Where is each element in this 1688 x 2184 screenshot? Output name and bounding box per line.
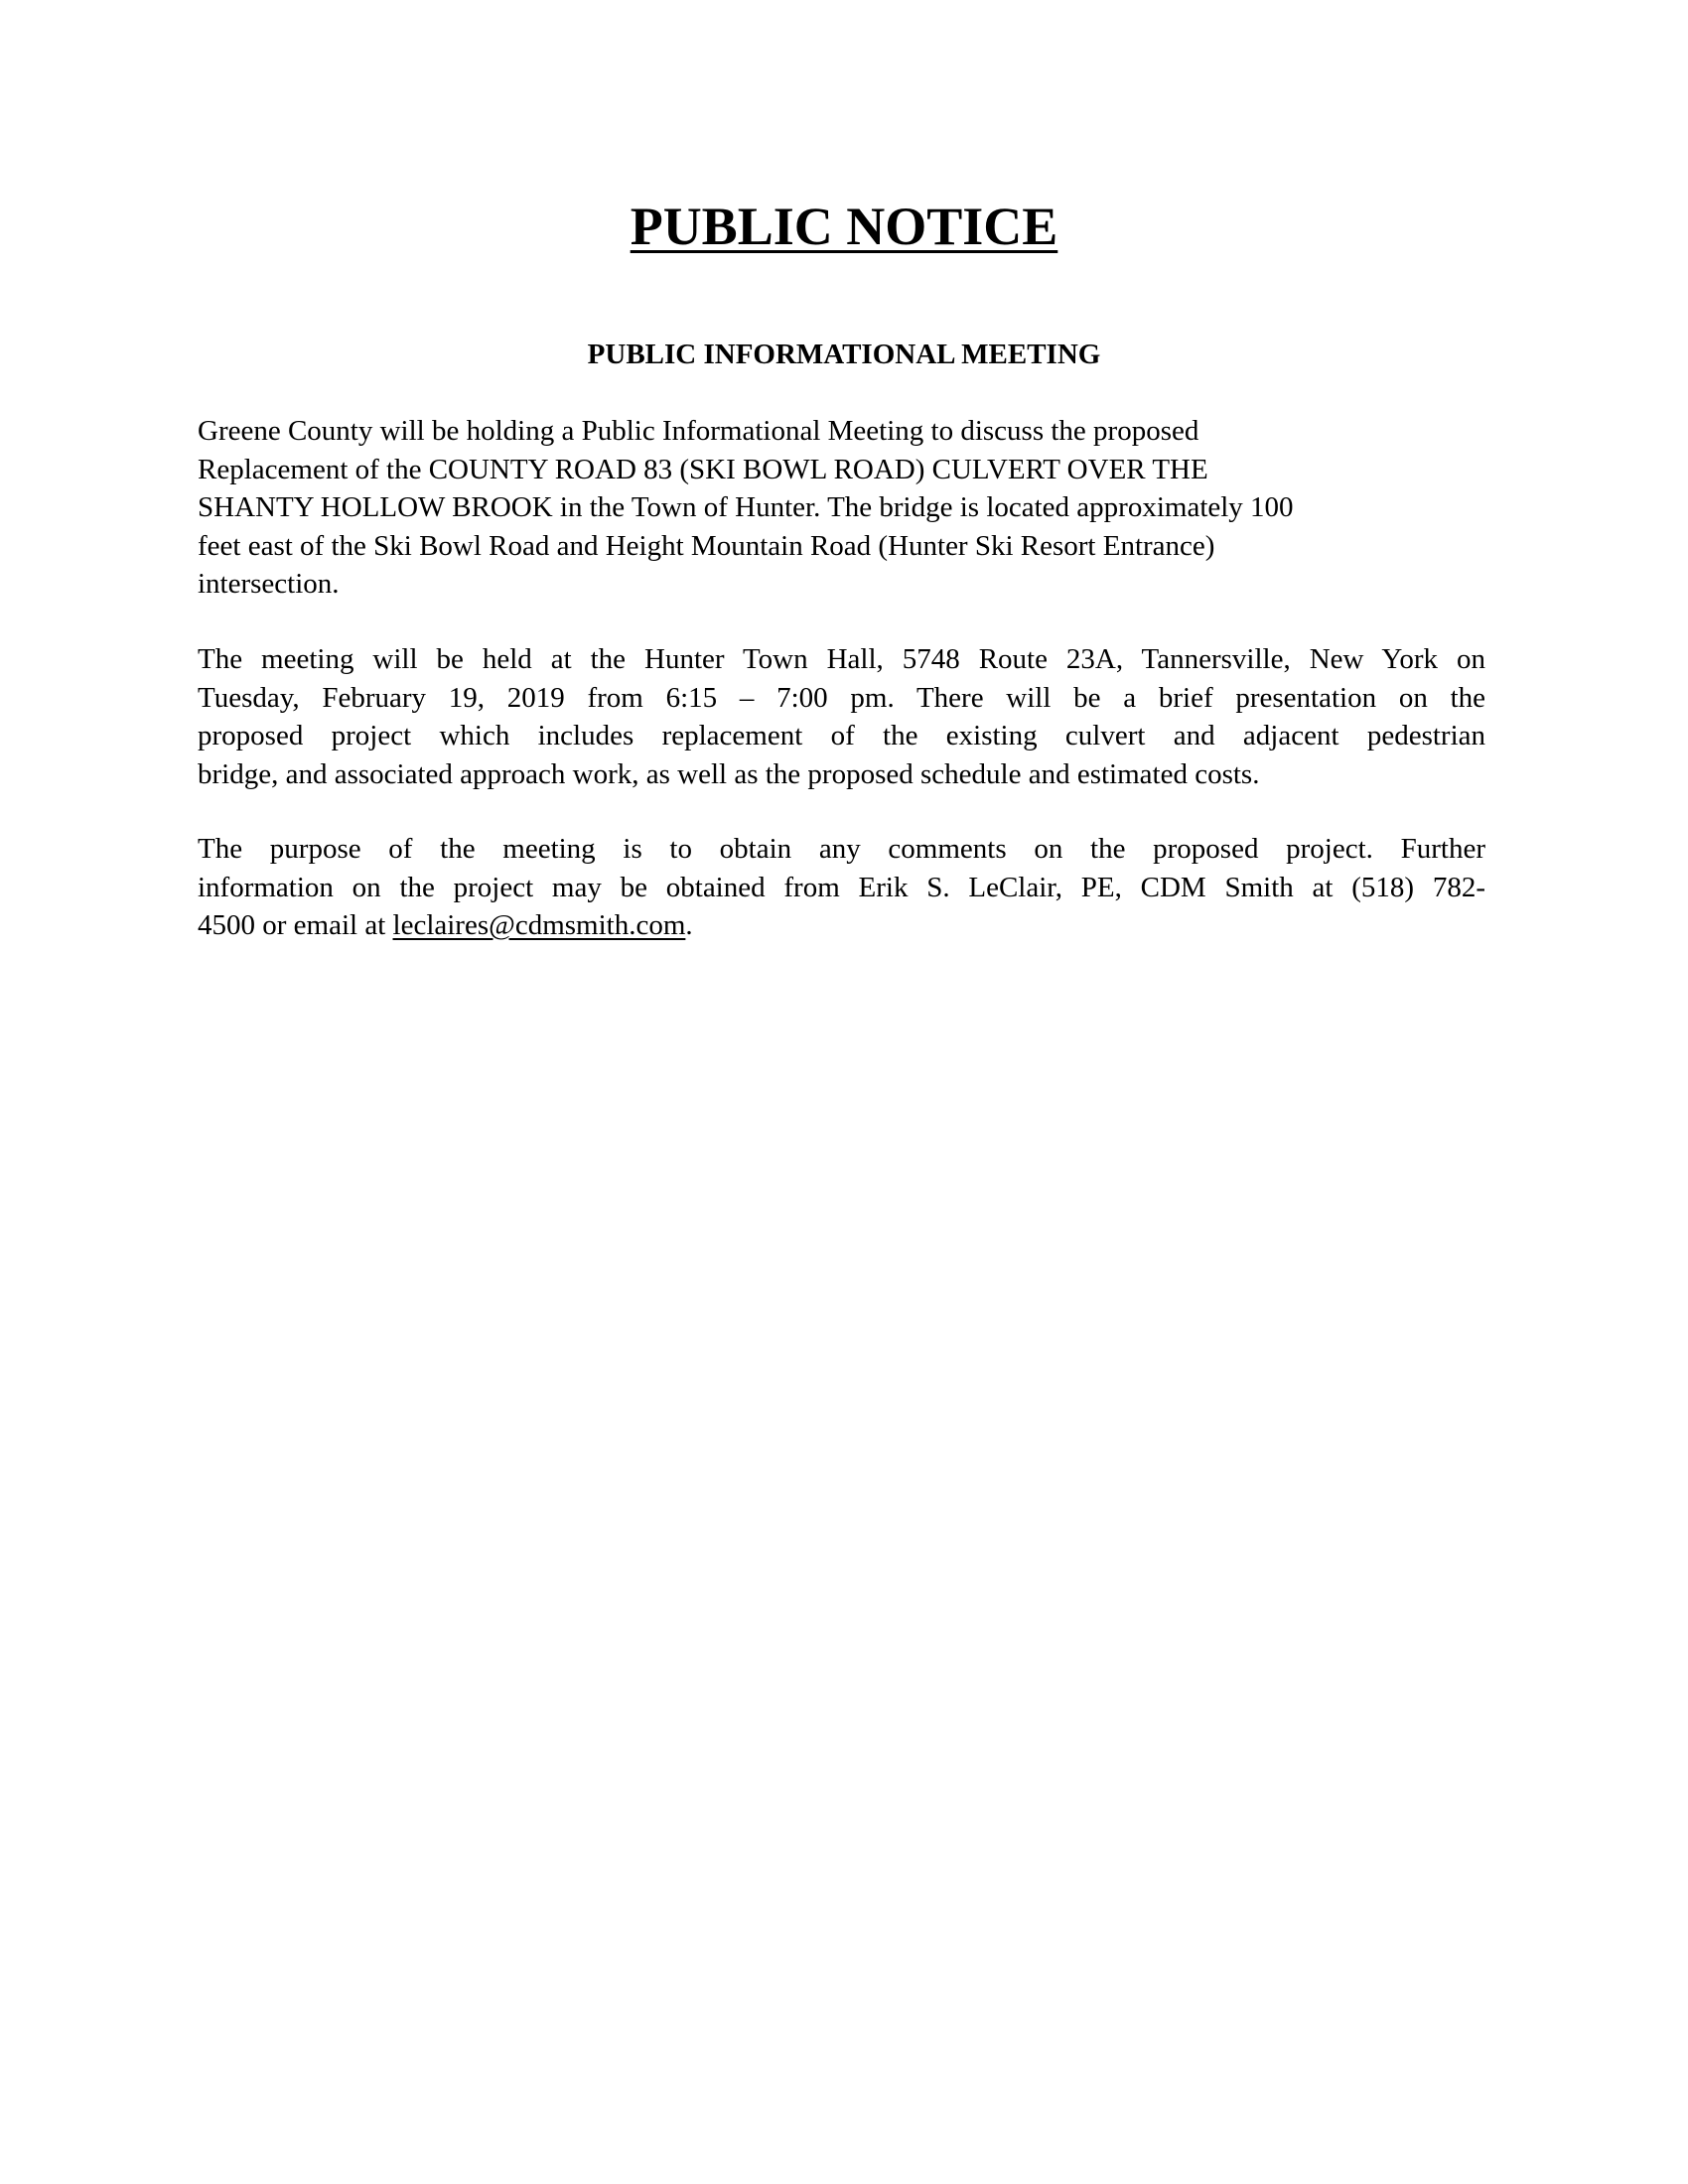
page-title: PUBLIC NOTICE — [630, 197, 1058, 256]
paragraph-meeting-details — [198, 640, 1485, 793]
meeting-subtitle: PUBLIC INFORMATIONAL MEETING — [587, 339, 1101, 370]
contact-prefix: 4500 or email at — [198, 909, 393, 941]
text-line: feet east of the Ski Bowl Road and Height Mountain Road (Hunter Ski Resort Entrance) — [198, 529, 1215, 562]
text-line: intersection. — [198, 568, 340, 600]
email-link[interactable]: leclaires@cdmsmith.com — [392, 909, 686, 941]
text-line: information on the project may be obtained from Erik S. LeClair, PE, CDM Smith at (518) 782- — [198, 871, 1485, 903]
text-line: bridge, and associated approach work, as well as the proposed schedule and estimated costs. — [198, 757, 1260, 790]
text-line: The meeting will be held at the Hunter Town Hall, 5748 Route 23A, Tannersville, New York on — [198, 643, 1485, 675]
text-line: Tuesday, February 19, 2019 from 6:15 – 7:00 pm. There will be a brief presentation on the — [198, 681, 1485, 714]
paragraph-project-description — [198, 412, 1485, 604]
text-line: Greene County will be holding a Public Informational Meeting to discuss the proposed — [198, 415, 1199, 447]
text-line: Replacement of the COUNTY ROAD 83 (SKI BOWL ROAD) CULVERT OVER THE — [198, 453, 1208, 485]
text-line: SHANTY HOLLOW BROOK in the Town of Hunter. The bridge is located approximately 100 — [198, 491, 1294, 523]
text-line-last — [198, 906, 1485, 945]
text-line: The purpose of the meeting is to obtain any comments on the proposed project. Further — [198, 833, 1485, 865]
contact-suffix: . — [685, 909, 693, 941]
text-line: proposed project which includes replacement of the existing culvert and adjacent pedestrian — [198, 720, 1485, 751]
paragraph-contact-info — [198, 830, 1485, 945]
